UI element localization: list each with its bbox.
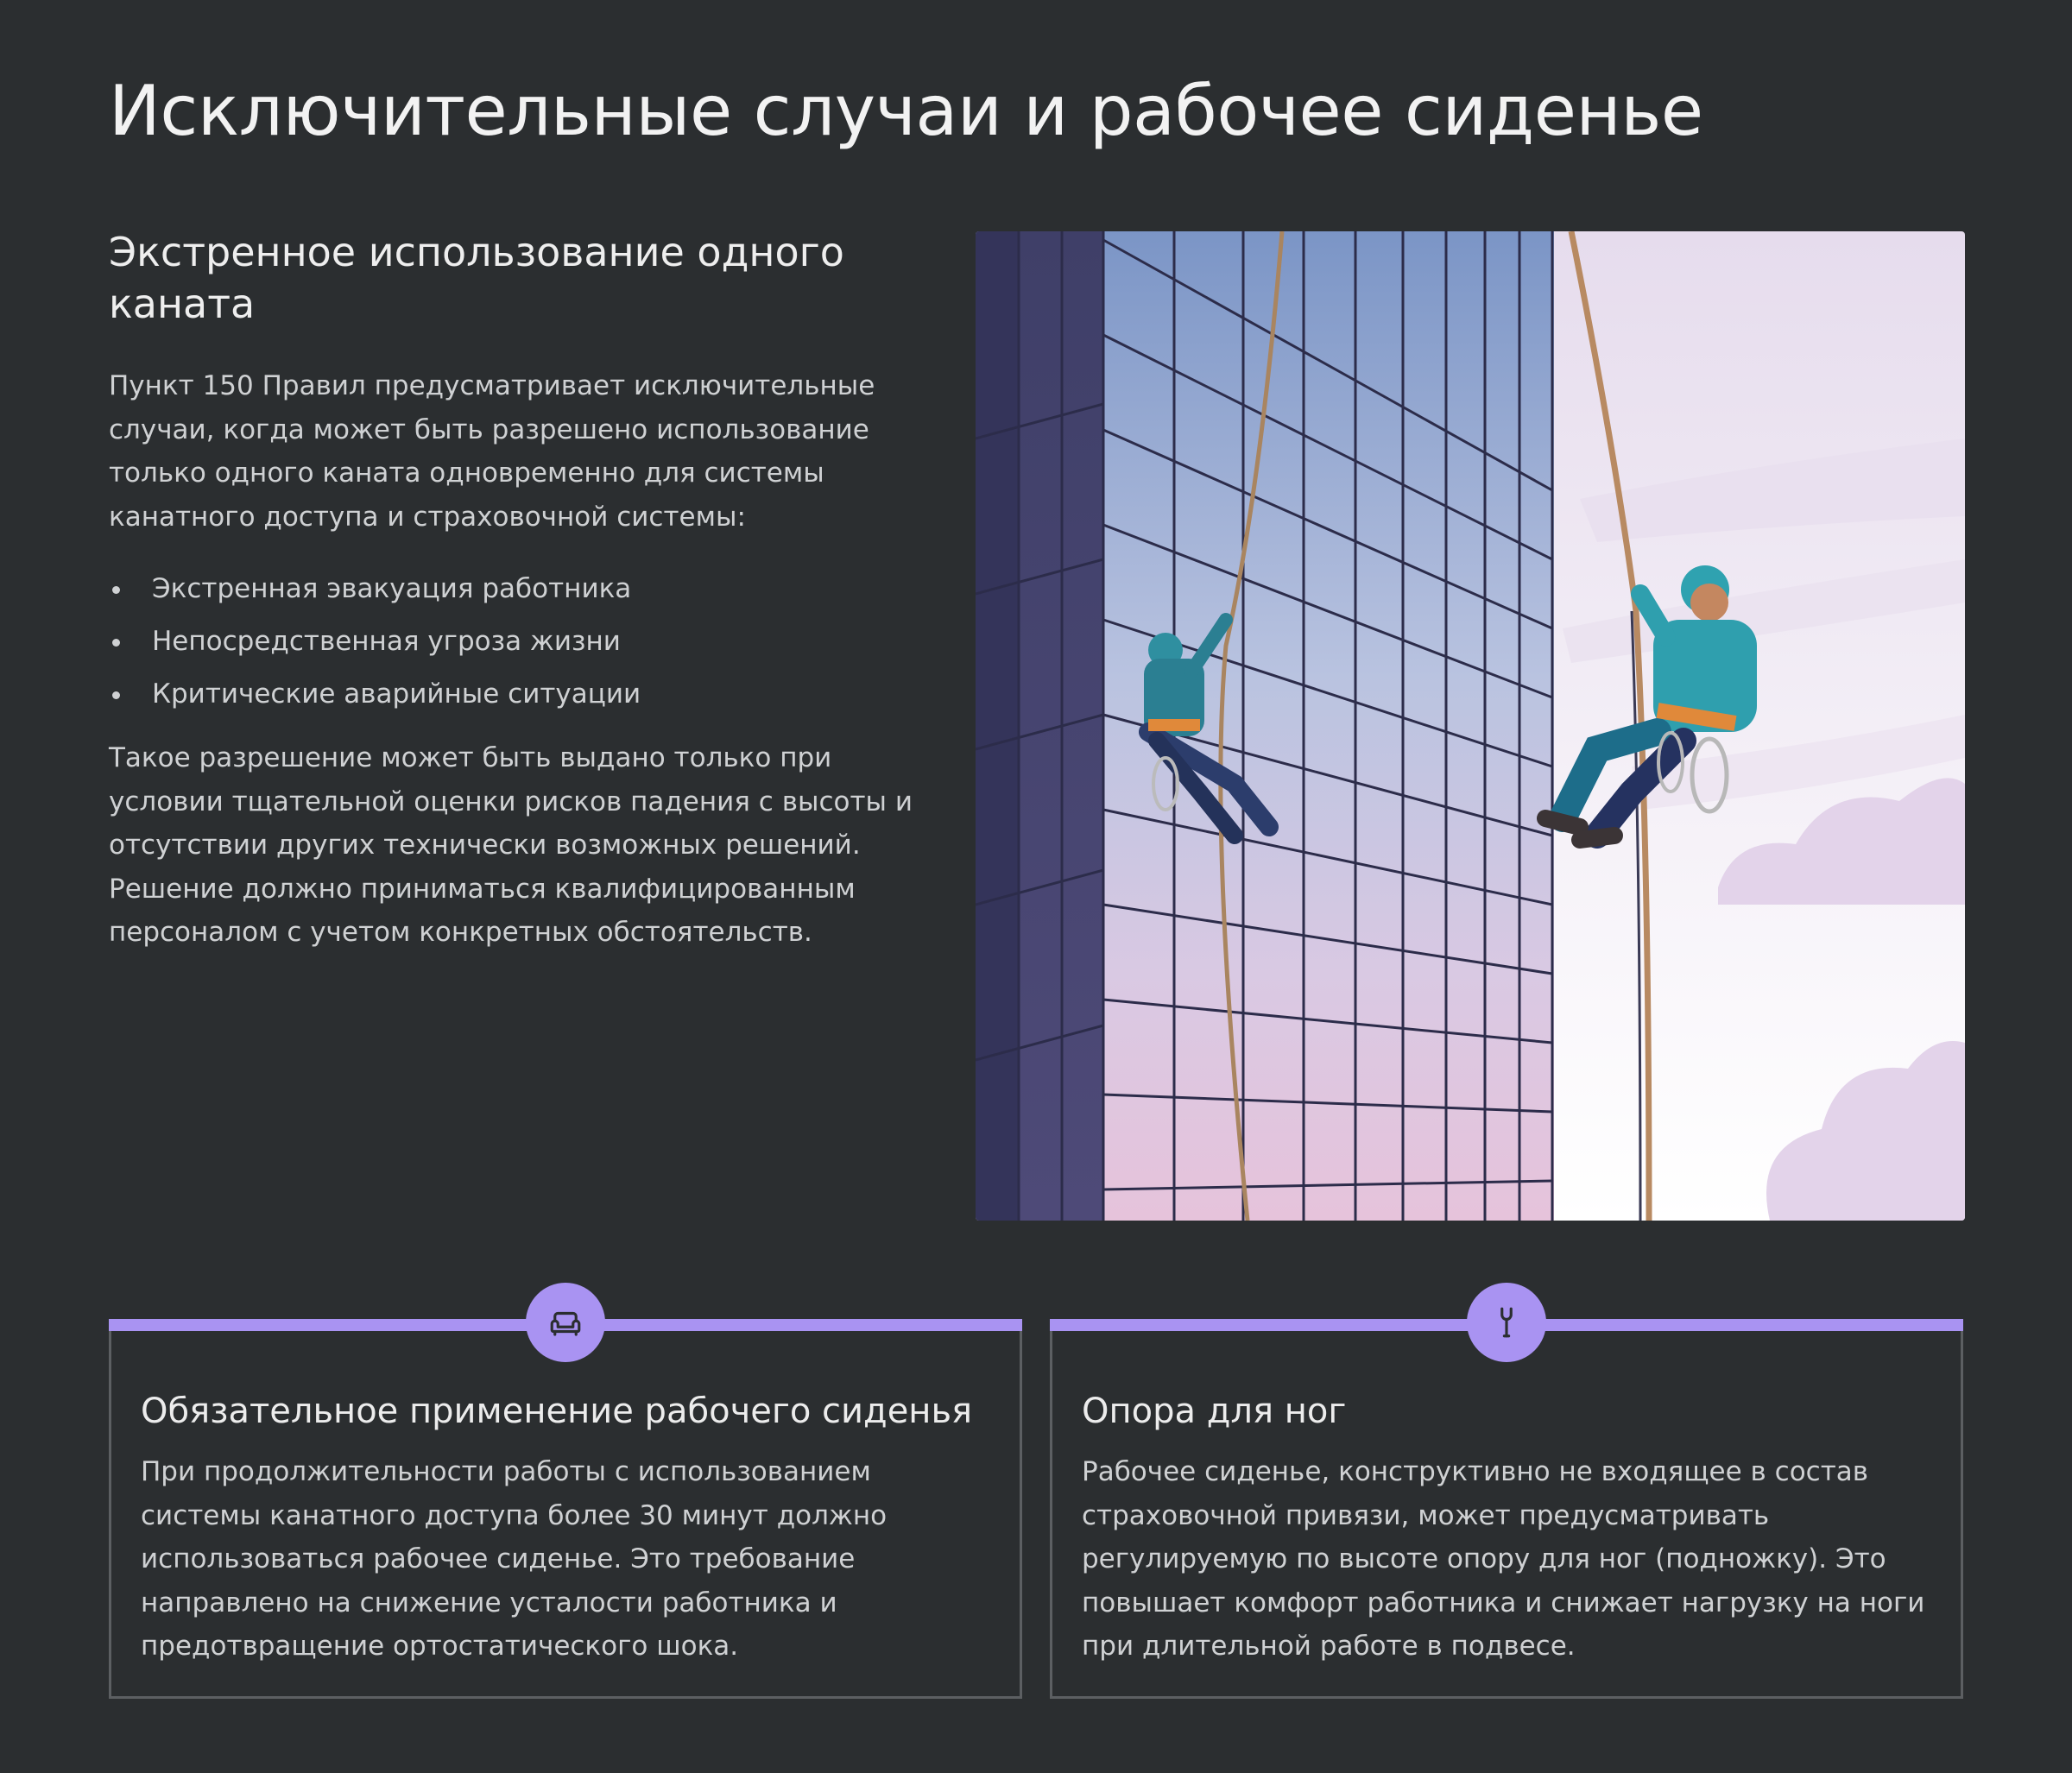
wrench-icon <box>1467 1283 1546 1362</box>
bullet-dot <box>112 639 120 647</box>
list-item <box>109 615 920 668</box>
card-work-seat <box>109 1319 1022 1699</box>
sofa-icon <box>526 1283 605 1362</box>
list-item-text: Непосредственная угроза жизни <box>152 626 621 657</box>
intro-paragraph: Пункт 150 Правил предусматривает исключительные случаи, когда может быть разрешено использование только одного каната одновременно для системы канатного доступа и страховочной системы: <box>109 370 875 533</box>
bullet-list <box>109 563 920 721</box>
card-text: При продолжительности работы с использованием системы канатного доступа более 30 минут должно использоваться рабочее сиденье. Это требование направлено на снижение усталости работника и предотвращение ортостатического шока. <box>141 1456 888 1662</box>
card-title: Опора для ног <box>1082 1391 1347 1431</box>
list-item <box>109 668 920 721</box>
list-item-text: Критические аварийные ситуации <box>152 678 641 710</box>
list-item <box>109 563 920 615</box>
bullet-dot <box>112 586 120 594</box>
bullet-dot <box>112 691 120 699</box>
card-title: Обязательное применение рабочего сиденья <box>141 1391 973 1431</box>
card-foot-rest <box>1050 1319 1963 1699</box>
list-item-text: Экстренная эвакуация работника <box>152 573 632 604</box>
page-title: Исключительные случаи и рабочее сиденье <box>109 71 1703 151</box>
rope-access-illustration <box>976 231 1965 1221</box>
emergency-section <box>109 226 920 955</box>
card-text: Рабочее сиденье, конструктивно не входящее в состав страховочной привязи, может предусматривать регулируемую по высоте опору для ног (подножку). Это повышает комфорт работника и снижает нагрузку на ноги при длительной работе в подвесе. <box>1082 1456 1925 1662</box>
section-heading: Экстренное использование одного каната <box>109 229 844 327</box>
conclusion-paragraph: Такое разрешение может быть выдано только при условии тщательной оценки рисков падения с высоты и отсутствии других технически возможных решений. Решение должно приниматься квалифицированным персоналом с учетом конкретных обстоятельств. <box>109 742 913 948</box>
